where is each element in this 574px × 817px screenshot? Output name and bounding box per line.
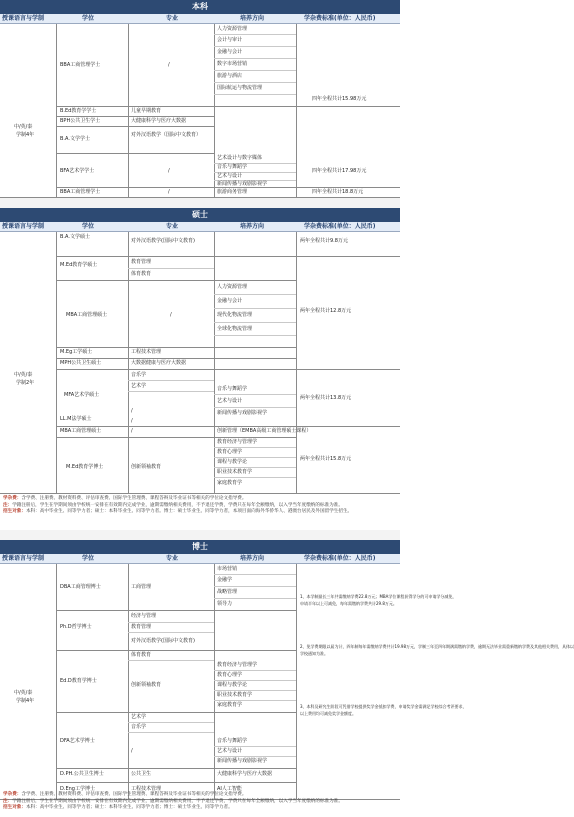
master-degree-7: MBA工商管理硕士 (60, 428, 102, 434)
bachelor-degree-0: BBA工商管理学士 (60, 62, 101, 68)
doctor-direction-0: 市场营销 (217, 566, 238, 572)
master-direction-4: 音乐与舞蹈学 (217, 386, 248, 392)
doctor-direction-11: 新闻传播与戏剧影视学 (217, 758, 268, 764)
note-remark: 注：学籍注册后，学生在学期间须由学校统一安排在有效期内完成学业，逾期需缴纳相关费用，不予退还学费，学费只在每年全额缴纳，以入学当年度缴纳的标准为准。 (3, 798, 343, 804)
doctor-major-10: 工程技术管理 (131, 786, 162, 792)
master-major-11: 创新领袖教育 (131, 464, 162, 470)
header-tuition: 学杂费标准(单位：人民币) (304, 555, 376, 562)
master-lang: 中/英/泰 (14, 372, 33, 378)
bachelor-table (0, 24, 400, 198)
bachelor-direction-5: 国际航运与物流管理 (217, 85, 263, 91)
bachelor-direction-0: 人力资源管理 (217, 26, 248, 32)
master-degree-8: M.Ed教育学博士 (66, 464, 104, 470)
master-major-3: / (170, 312, 172, 318)
header-major: 专业 (166, 223, 179, 230)
bachelor-header-row (0, 14, 400, 24)
header-major: 专业 (166, 15, 179, 22)
master-major-7: 艺术学 (131, 383, 147, 389)
doctor-major-5: 创新领袖教育 (131, 682, 162, 688)
header-degree: 学位 (82, 223, 95, 230)
master-degree-1: M.Ed教育学硕士 (60, 262, 98, 268)
master-direction-3: 全球化物流管理 (217, 326, 253, 332)
doctor-major-7: 音乐学 (131, 724, 147, 730)
doctor-direction-9: 音乐与舞蹈学 (217, 738, 248, 744)
master-degree-5: MFA艺术学硕士 (64, 392, 100, 398)
doctor-major-4: 体育教育 (131, 652, 152, 658)
bachelor-tuition-2: 四年全程共计18.8万元 (312, 189, 364, 195)
bachelor-direction-10: 旅游商务管理 (217, 189, 248, 195)
bachelor-degree-5: BBA工商管理学士 (60, 189, 101, 195)
doctor-direction-4: 教育经济与管理学 (217, 662, 258, 668)
master-degree-3: M.Eg工学硕士 (60, 349, 93, 355)
doctor-major-2: 教育管理 (131, 624, 152, 630)
master-degree-6: LL.M法学硕士 (60, 416, 92, 422)
note-fee: 学杂费：含学费、注册费、教材资料费、评估审查费、国际学生管理费、课程答辩及毕业证书等相关的学位论文指导费。 (3, 792, 247, 797)
master-major-10: / (131, 428, 133, 434)
doctor-direction-6: 课程与教学论 (217, 682, 248, 688)
doctor-major-3: 对外汉语教学(国际中文教育) (131, 638, 195, 644)
master-duration: 学制2年 (16, 380, 35, 386)
doctor-direction-13: AI人工智能 (217, 786, 242, 792)
master-section (0, 208, 400, 494)
master-direction-1: 金融与会计 (217, 298, 243, 304)
doctor-degree-2: Ed.D教育学博士 (60, 678, 97, 684)
bachelor-direction-4: 旅游与酒店 (217, 73, 243, 79)
doctor-major-8: / (131, 748, 133, 754)
doctor-title: 博士 (0, 540, 400, 554)
doctor-table (0, 564, 574, 800)
doctor-direction-8: 家庭教育学 (217, 702, 243, 708)
master-direction-8: 教育经济与管理学 (217, 439, 258, 445)
header-direction: 培养方向 (240, 555, 265, 562)
header-direction: 培养方向 (240, 223, 265, 230)
header-degree: 学位 (82, 555, 95, 562)
bachelor-duration: 学制4年 (16, 132, 35, 138)
master-major-1: 教育管理 (131, 259, 152, 265)
note-remark: 注：学籍注册后，学生在学期间须由学校统一安排在有效期内完成学业，逾期需缴纳相关费用，不予退还学费，学费只在每年全额缴纳，以入学当年度缴纳的标准为准。 (3, 502, 343, 508)
doctor-major-1: 经济与管理 (131, 613, 157, 619)
bachelor-degree-4: BFA艺术学学士 (60, 168, 95, 174)
bachelor-degree-3: B.A.文学学士 (60, 136, 90, 142)
doctor-tuition-line-1: 申请半年以上可减免，每年需缴纳学费共计29.8万元。 (300, 601, 397, 606)
master-header-row (0, 222, 400, 232)
master-direction-9: 教育心理学 (217, 449, 243, 455)
bachelor-major-5: / (168, 189, 170, 195)
bachelor-tuition-0: 四年全程共计15.98万元 (312, 96, 367, 102)
master-title: 硕士 (0, 208, 400, 222)
master-tuition-2: 两年全程共计13.8万元 (300, 395, 352, 401)
doctor-major-9: 公共卫生 (131, 771, 152, 777)
bachelor-major-1: 儿童早期教育 (131, 108, 162, 114)
doctor-direction-10: 艺术与设计 (217, 748, 243, 754)
doctor-tuition-line-5: 以上费用均可减免奖学金额度。 (300, 711, 356, 716)
header-direction: 培养方向 (240, 15, 265, 22)
master-direction-10: 课程与教学论 (217, 459, 248, 465)
master-direction-2: 现代化物流管理 (217, 312, 253, 318)
section-gap (0, 530, 400, 540)
bachelor-degree-1: B.Ed教育学学士 (60, 108, 97, 114)
master-major-9: / (131, 418, 133, 424)
doctor-tuition-line-3: 学校通知为准。 (300, 651, 328, 656)
bachelor-major-4: / (168, 168, 170, 174)
doctor-tuition-line-0: 1、本学制最长三年共需缴纳学费22.8万元；MBA学位课程获得学分的可申请学分减免， (300, 594, 457, 599)
section-gap (0, 198, 400, 208)
note-fee: 学杂费：含学费、注册费、教材资料费、评估审查费、国际学生管理费、课程答辩及毕业证书等相关的学位论文指导费。 (3, 496, 247, 501)
note-target: 招生对象：本科：高中毕业生、同等学力者；硕士：本科毕业生、同等学力者。博士：硕士毕业生、同等学力者，本项目面向海外华侨华人、港澳台居民及外国留学生招生。 (3, 509, 353, 514)
master-direction-5: 艺术与设计 (217, 398, 243, 404)
bachelor-major-3: 对外汉语教学（国际中文教育） (131, 132, 202, 138)
bachelor-direction-1: 会计与审计 (217, 37, 243, 43)
doctor-direction-12: 大健康科学与医疗大数据 (217, 771, 273, 777)
master-direction-11: 职业技术教育学 (217, 469, 253, 475)
master-major-5: 大数据健康与医疗大数据 (131, 360, 187, 366)
note-target: 招生对象：本科：高中毕业生、同等学力者；硕士：本科毕业生、同等学力者；博士：硕士毕业生、同等学力者。 (3, 805, 233, 810)
master-tuition-0: 两年全程共计9.8万元 (300, 238, 348, 244)
master-major-4: 工程技术管理 (131, 349, 162, 355)
header-major: 专业 (166, 555, 179, 562)
header-degree: 学位 (82, 15, 95, 22)
bachelor-degree-2: BPH公共卫生学士 (60, 118, 101, 124)
doctor-direction-2: 战略管理 (217, 589, 238, 595)
doctor-lang: 中/英/泰 (14, 690, 33, 696)
notes-block-2 (0, 792, 400, 812)
notes-block-1 (0, 496, 400, 516)
header-tuition: 学杂费标准(单位：人民币) (304, 223, 376, 230)
master-table (0, 232, 400, 494)
master-tuition-3: 两年全程共计15.8万元 (300, 456, 352, 462)
doctor-direction-3: 领导力 (217, 601, 233, 607)
bachelor-direction-2: 金融与会计 (217, 49, 243, 55)
bachelor-major-0: / (168, 62, 170, 68)
header-tuition: 学杂费标准(单位：人民币) (304, 15, 376, 22)
bachelor-direction-7: 音乐与舞蹈学 (217, 164, 248, 170)
bachelor-direction-9: 新闻传播与戏剧影视学 (217, 181, 268, 187)
master-direction-7: 创新管理（EMBA高级工商管理硕士课程） (217, 428, 312, 434)
doctor-degree-3: DFA艺术学博士 (60, 738, 95, 744)
bachelor-section (0, 0, 400, 198)
master-major-0: 对外汉语教学(国际中文教育) (131, 238, 195, 244)
master-direction-6: 新闻传播与戏剧影视学 (217, 410, 268, 416)
doctor-major-6: 艺术学 (131, 714, 147, 720)
doctor-direction-1: 金融学 (217, 577, 233, 583)
master-degree-4: MPH公共卫生硕士 (60, 360, 102, 366)
doctor-degree-5: D.Eng工学博士 (60, 786, 95, 792)
doctor-tuition-line-4: 3、本科及研究生阶段可凭借学校提供奖学金抵扣学费，申请奖学金需满足学校综合考评要求， (300, 704, 467, 709)
doctor-duration: 学制4年 (16, 698, 35, 704)
doctor-tuition-line-2: 2、免学费期限以届为计，四年制每年需缴纳学费共计19.98万元，学制三年至四年期满需缴纳学费，逾期无法毕业需重新缴纳学费及其他相关费用，具体以 (300, 644, 574, 649)
doctor-degree-1: Ph.D哲学博士 (60, 624, 92, 630)
master-direction-0: 人力资源管理 (217, 284, 248, 290)
bachelor-direction-6: 艺术设计与数字媒体 (217, 155, 263, 161)
bachelor-direction-8: 艺术与设计 (217, 173, 243, 179)
bachelor-major-2: 大健康科学与医疗大数据 (131, 118, 187, 124)
master-tuition-1: 两年全程共计12.8万元 (300, 308, 352, 314)
doctor-section (0, 540, 574, 800)
bachelor-direction-3: 数字市场营销 (217, 61, 248, 67)
doctor-major-0: 工商管理 (131, 584, 152, 590)
master-direction-12: 家庭教育学 (217, 480, 243, 486)
header-lang: 授课语言与学制 (2, 555, 45, 562)
header-lang: 授课语言与学制 (2, 223, 45, 230)
doctor-direction-7: 职业技术教育学 (217, 692, 253, 698)
doctor-degree-4: D.PH.公共卫生博士 (60, 771, 104, 777)
master-degree-0: B.A.文学硕士 (60, 234, 90, 240)
master-major-6: 音乐学 (131, 372, 147, 378)
bachelor-tuition-1: 四年全程共计17.98万元 (312, 168, 367, 174)
master-major-2: 体育教育 (131, 271, 152, 277)
doctor-degree-0: DBA工商管理博士 (60, 584, 101, 590)
bachelor-title: 本科 (0, 0, 400, 14)
header-lang: 授课语言与学制 (2, 15, 45, 22)
doctor-direction-5: 教育心理学 (217, 672, 243, 678)
doctor-header-row (0, 554, 400, 564)
master-major-8: / (131, 408, 133, 414)
master-degree-2: MBA工商管理硕士 (66, 312, 108, 318)
bachelor-lang: 中/英/泰 (14, 124, 33, 130)
